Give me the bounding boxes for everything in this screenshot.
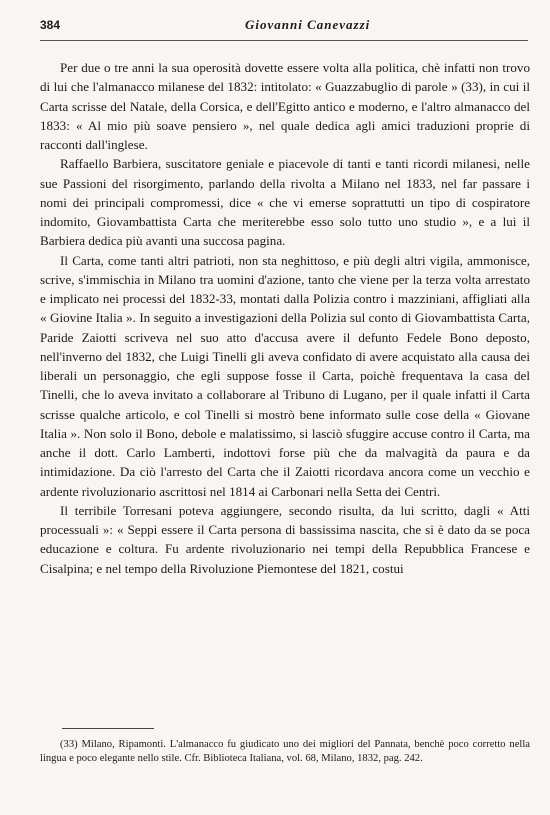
paragraph: Il terribile Torresani poteva aggiungere, secondo risulta, da lui scritto, dagli « Atti processuali »: « Seppi essere il Carta persona di bassissima nascita, che si è dato da se poca educazione e coltura. Fu ardente rivoluzionario nei tempi della Repubblica Francese e Cisalpina; e nel tempo della Rivoluzione Piemontese del 1821, costui xyxy=(40,502,530,576)
page-number: 384 xyxy=(40,18,61,32)
footnote: (33) Milano, Ripamonti. L'almanacco fu giudicato uno dei migliori del Pannata, benchè poco corretto nella lingua e poco elegante nello stile. Cfr. Biblioteca Italiana, vol. 68, Milano, 1832, pag. 242. xyxy=(40,739,530,765)
paragraph: Il Carta, come tanti altri patrioti, non sta neghittoso, e più degli altri vigila, ammonisce, scrive, s'immischia in Milano tra uomini d'azione, tanto che viene per la terza volta arrestato e implicato nei processi del 1832-33, montati dalla Polizia contro i mazziniani, affigliati alla « Giovine Italia ». In seguito a investigazioni della Polizia sul conto di Giovambattista Carta, Paride Zaiotti scriveva nel suo atto d'accusa avere il defunto Fedele Bono deposto, nell'inverno del 1832, che Luigi Tinelli gli aveva confidato di avere acquistato alla causa dei liberali un personaggio, che egli suppose fosse il Carta, poichè frequentava la casa del Tinelli, che lo aveva invitato a collaborare al Tribuno di Lugano, per il quale infatti il Carta scrisse qualche articolo, e col Tinelli si mostrò bene informato sulle cose della « Giovane Italia ». Non solo il Bono, debole e malatissimo, si lasciò sfuggire accuse contro il Carta, ma anche il dott. Carlo Lamberti, indottovi forse più che da malvagità da paura e da intimidazione. Da ciò l'arresto del Carta che il Zaiotti ricordava ancora come un vecchio e ardente rivoluzionario ascrittosi nel 1814 ai Carbonari nella Setta dei Centri. xyxy=(40,252,530,499)
footnote-separator xyxy=(62,728,154,729)
body-text xyxy=(40,58,530,578)
paragraph: Raffaello Barbiera, suscitatore geniale e piacevole di tanti e tanti ricordi milanesi, nelle sue Passioni del risorgimento, parlando della rivolta a Milano nel 1833, nel far passare i nomi dei principali compromessi, dice « che vi emerse soprattutti un tipo di cospiratore indomito, Giovambattista Carta che meriterebbe esso solo tutto uno studio », e a lui il Barbiera dedica più avanti una succosa pagina. xyxy=(40,156,530,249)
running-title: Giovanni Canevazzi xyxy=(245,17,371,32)
paragraph: Per due o tre anni la sua operosità dovette essere volta alla politica, chè infatti non trovo di lui che l'almanacco milanese del 1832: intitolato: « Guazzabuglio di parole » (33), in cui il Carta scrisse del Natale, della Corsica, e dell'Egitto antico e moderno, e l'altro almanacco del 1833: « Al mio più soave pensiero », nel quale dedica agli amici traduzioni proprie di racconti dall'inglese. xyxy=(40,60,530,152)
running-header xyxy=(40,18,528,41)
